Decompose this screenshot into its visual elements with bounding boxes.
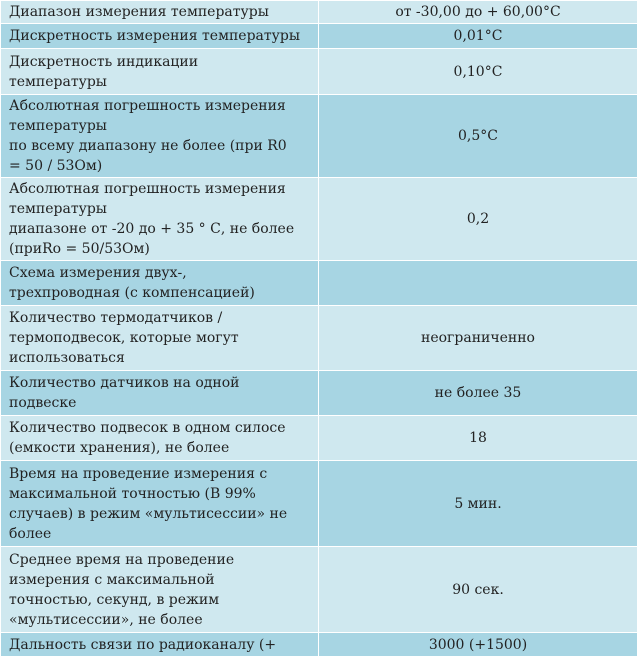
table-row xyxy=(1,1,637,24)
table-row xyxy=(1,371,637,416)
param-cell: Время на проведение измерения с максимальной точностью (В 99% случаев) в режим «мультисессии» не более xyxy=(1,461,319,547)
param-cell: Дальность связи по радиоканалу (+ xyxy=(1,633,319,657)
param-cell: Дискретность измерения температуры xyxy=(1,24,319,49)
value-cell: 0,2 xyxy=(319,178,637,261)
table-row xyxy=(1,547,637,633)
value-cell xyxy=(319,261,637,306)
param-cell: Диапазон измерения температуры xyxy=(1,1,319,24)
value-cell: 0,10°С xyxy=(319,49,637,95)
value-cell: не более 35 xyxy=(319,371,637,416)
param-cell: Дискретность индикации температуры xyxy=(1,49,319,95)
value-cell: 0,01°С xyxy=(319,24,637,49)
table-row xyxy=(1,261,637,306)
table-row xyxy=(1,95,637,178)
param-cell: Схема измерения двух-, трехпроводная (с компенсацией) xyxy=(1,261,319,306)
value-cell: 18 xyxy=(319,416,637,461)
table-row xyxy=(1,49,637,95)
param-cell: Абсолютная погрешность измерения температуры по всему диапазону не более (при R0 = 50 / 53Ом) xyxy=(1,95,319,178)
table-row xyxy=(1,306,637,371)
param-cell: Количество термодатчиков / термоподвесок, которые могут использоваться xyxy=(1,306,319,371)
value-cell: 90 сек. xyxy=(319,547,637,633)
table-row xyxy=(1,178,637,261)
param-cell: Абсолютная погрешность измерения температуры диапазоне от -20 до + 35 ° С, не более (приRo = 50/53Ом) xyxy=(1,178,319,261)
value-cell: 5 мин. xyxy=(319,461,637,547)
table-row xyxy=(1,633,637,657)
table-row xyxy=(1,24,637,49)
value-cell: от -30,00 до + 60,00°С xyxy=(319,1,637,24)
value-cell: 3000 (+1500) xyxy=(319,633,637,657)
param-cell: Среднее время на проведение измерения с максимальной точностью, секунд, в режим «мультисессии», не более xyxy=(1,547,319,633)
table-row xyxy=(1,416,637,461)
param-cell: Количество подвесок в одном силосе (емкости хранения), не более xyxy=(1,416,319,461)
param-cell: Количество датчиков на одной подвеске xyxy=(1,371,319,416)
value-cell: неограниченно xyxy=(319,306,637,371)
table-row xyxy=(1,461,637,547)
value-cell: 0,5°С xyxy=(319,95,637,178)
